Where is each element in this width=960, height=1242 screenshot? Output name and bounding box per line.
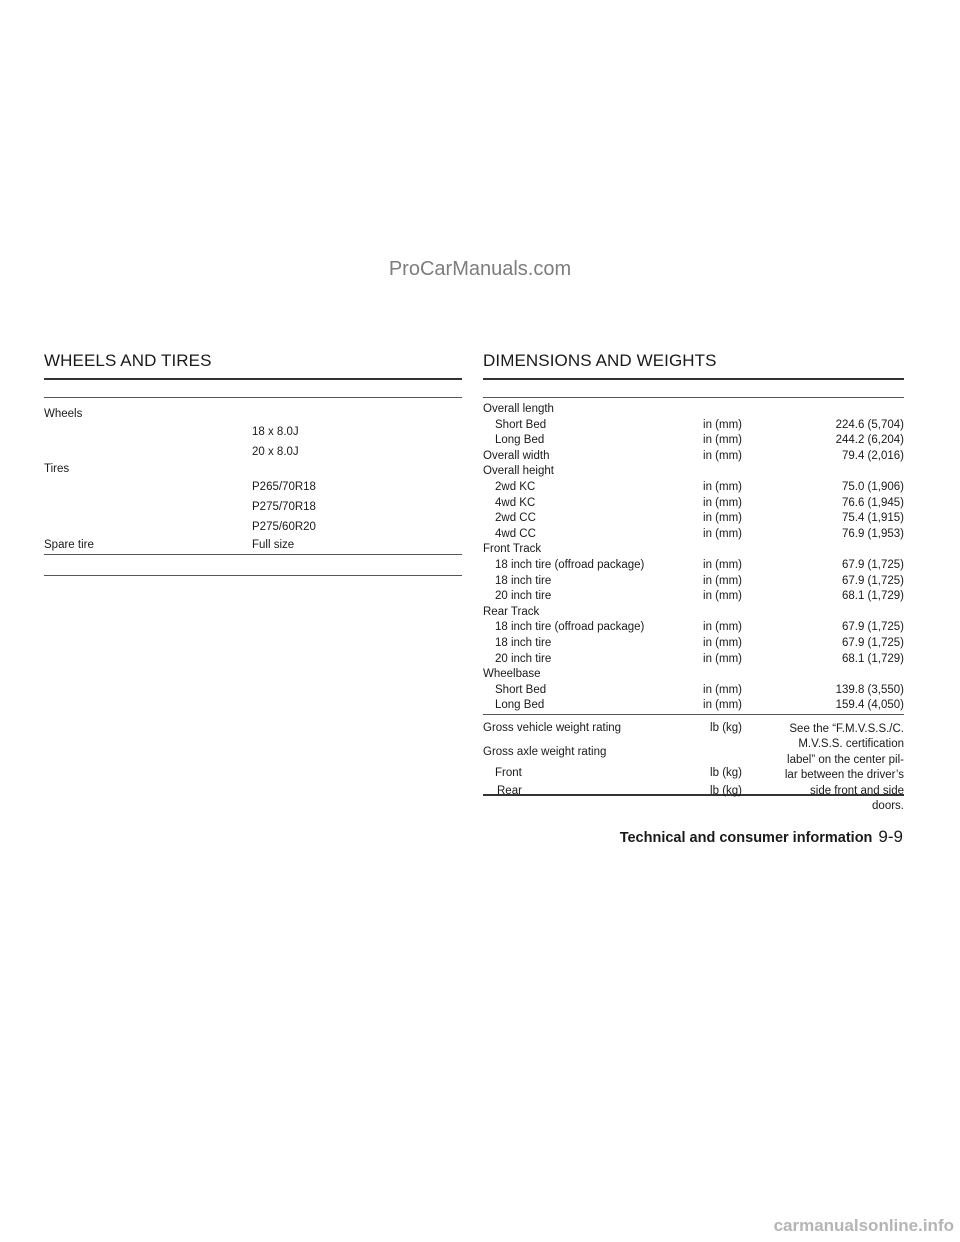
wheels-tires-title: WHEELS AND TIRES [44, 350, 462, 380]
row-label: 20 inch tire [495, 652, 552, 665]
note-line: See the “F.M.V.S.S./C. [789, 722, 904, 735]
table-row [483, 464, 904, 480]
row-value: 67.9 (1,725) [841, 636, 904, 649]
row-value: 76.6 (1,945) [841, 496, 904, 509]
table-row [483, 589, 904, 605]
table-row [483, 480, 904, 496]
table-row [483, 683, 904, 699]
row-label: Long Bed [495, 699, 545, 712]
front-axle-unit: lb (kg) [710, 766, 742, 779]
row-label: 2wd KC [495, 480, 536, 493]
row-label: 18 inch tire [495, 574, 552, 587]
row-value: 76.9 (1,953) [841, 527, 904, 540]
note-line: doors. [872, 800, 904, 813]
rear-axle-label: Rear [497, 784, 522, 797]
row-label: 18 inch tire (offroad package) [495, 558, 645, 571]
table-row [483, 433, 904, 449]
dimensions-table [483, 398, 904, 714]
certification-label-note [744, 722, 904, 815]
row-label: 4wd CC [495, 527, 536, 540]
row-value: 67.9 (1,725) [841, 621, 904, 634]
row-value: 224.6 (5,704) [835, 418, 904, 431]
row-unit: in (mm) [703, 527, 742, 540]
wheel-size-value: 20 x 8.0J [252, 446, 299, 458]
front-axle-label: Front [495, 766, 522, 779]
row-unit: in (mm) [703, 683, 742, 696]
wheel-size-value: 18 x 8.0J [252, 426, 299, 438]
gvwr-label: Gross vehicle weight rating [483, 721, 622, 734]
rear-axle-unit: lb (kg) [710, 784, 742, 797]
row-value: 159.4 (4,050) [835, 699, 904, 712]
row-unit: in (mm) [703, 558, 742, 571]
row-unit: in (mm) [703, 590, 742, 603]
row-label: Overall height [483, 465, 554, 478]
footer-section-title: Technical and consumer information [619, 830, 873, 846]
row-value: 75.4 (1,915) [841, 512, 904, 525]
row-unit: in (mm) [703, 621, 742, 634]
table-row [483, 511, 904, 527]
wheels-tires-table [44, 407, 462, 554]
row-label: 18 inch tire (offroad package) [495, 621, 645, 634]
watermark-top: ProCarManuals.com [388, 258, 572, 280]
row-unit: in (mm) [703, 699, 742, 712]
row-value: 67.9 (1,725) [841, 558, 904, 571]
row-label: Overall length [483, 403, 554, 415]
row-label: Front Track [483, 543, 542, 556]
table-row [483, 542, 904, 558]
row-value: 75.0 (1,906) [841, 480, 904, 493]
row-value: 79.4 (2,016) [841, 449, 904, 462]
table-row [483, 636, 904, 652]
row-label: 2wd CC [495, 512, 536, 525]
tire-size-value: P265/70R18 [252, 481, 316, 493]
row-label: Long Bed [495, 434, 545, 447]
row-label: 20 inch tire [495, 590, 552, 603]
row-value: 244.2 (6,204) [835, 434, 904, 447]
section-end-rule [44, 575, 462, 576]
weight-ratings-block [483, 715, 904, 813]
row-value: 139.8 (3,550) [835, 683, 904, 696]
dimensions-weights-title: DIMENSIONS AND WEIGHTS [483, 350, 904, 380]
table-row [483, 574, 904, 590]
table-row [483, 620, 904, 636]
table-row [483, 558, 904, 574]
tires-label: Tires [44, 463, 70, 475]
row-label: Overall width [483, 449, 550, 462]
note-line: M.V.S.S. certification [798, 738, 904, 751]
row-unit: in (mm) [703, 434, 742, 447]
row-unit: in (mm) [703, 574, 742, 587]
row-unit: in (mm) [703, 496, 742, 509]
row-label: Wheelbase [483, 668, 541, 681]
row-unit: in (mm) [703, 512, 742, 525]
row-unit: in (mm) [703, 636, 742, 649]
wheels-tires-section [44, 350, 462, 576]
wheels-label: Wheels [44, 408, 83, 420]
row-unit: in (mm) [703, 418, 742, 431]
table-top-rule [44, 397, 462, 398]
watermark-bottom: carmanualsonline.info [773, 1216, 954, 1235]
table-row [483, 418, 904, 434]
row-label: 18 inch tire [495, 636, 552, 649]
table-row [483, 402, 904, 418]
spare-tire-row [44, 537, 462, 554]
row-label: Short Bed [495, 683, 547, 696]
row-unit: in (mm) [703, 652, 742, 665]
table-row [483, 652, 904, 668]
row-label: 4wd KC [495, 496, 536, 509]
row-value: 68.1 (1,729) [841, 590, 904, 603]
row-unit: in (mm) [703, 449, 742, 462]
note-line: label” on the center pil- [787, 753, 904, 766]
table-row [483, 605, 904, 621]
tire-size-value: P275/60R20 [252, 521, 316, 533]
table-row [483, 449, 904, 465]
row-value: 68.1 (1,729) [841, 652, 904, 665]
gvwr-unit: lb (kg) [710, 721, 742, 734]
page-number: 9-9 [878, 827, 903, 846]
row-unit: in (mm) [703, 480, 742, 493]
spare-tire-value: Full size [252, 539, 295, 551]
row-label: Rear Track [483, 605, 540, 618]
row-value: 67.9 (1,725) [841, 574, 904, 587]
dimensions-weights-section [483, 350, 904, 813]
note-line: side front and side [810, 784, 904, 797]
table-row [483, 698, 904, 714]
spare-tire-label: Spare tire [44, 539, 94, 551]
note-line: lar between the driver’s [784, 769, 904, 782]
page-footer [620, 827, 903, 847]
table-row [483, 496, 904, 512]
table-row [483, 667, 904, 683]
row-label: Short Bed [495, 418, 547, 431]
tire-size-value: P275/70R18 [252, 501, 316, 513]
gawr-label: Gross axle weight rating [483, 745, 607, 758]
table-row [483, 527, 904, 543]
